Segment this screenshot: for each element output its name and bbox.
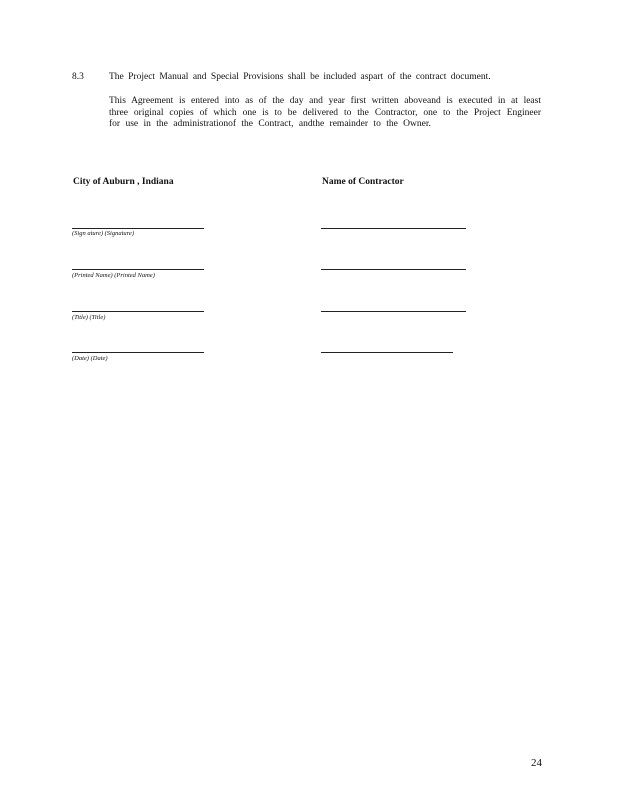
page-number: 24 (531, 757, 542, 769)
section-text: The Project Manual and Special Provisions shall be included aspart of the contract document. (109, 72, 491, 82)
agreement-paragraph: This Agreement is entered into as of the day and year first written aboveand is executed in at least three original copies of which one is to be delivered to the Contractor, one to the Project Engineer for use in the administrationof the Contract, andthe remainder to the Owner. (109, 96, 541, 129)
title-caption: (Title) (Title) (72, 314, 106, 321)
contractor-date-line (321, 352, 453, 353)
date-caption: (Date) (Date) (72, 355, 108, 362)
city-heading: City of Auburn , Indiana (73, 177, 174, 187)
city-date-line (72, 352, 204, 353)
contractor-heading: Name of Contractor (322, 177, 404, 187)
contractor-printed-name-line (321, 269, 466, 270)
city-printed-name-line (72, 269, 204, 270)
city-signature-line (72, 228, 204, 229)
contractor-signature-line (321, 228, 466, 229)
city-title-line (72, 311, 204, 312)
section-number: 8.3 (72, 72, 84, 82)
signature-caption: (Sign ature) (Signature) (72, 230, 134, 237)
printed-name-caption: (Printed Name) (Printed Name) (72, 272, 155, 279)
contractor-title-line (321, 311, 466, 312)
